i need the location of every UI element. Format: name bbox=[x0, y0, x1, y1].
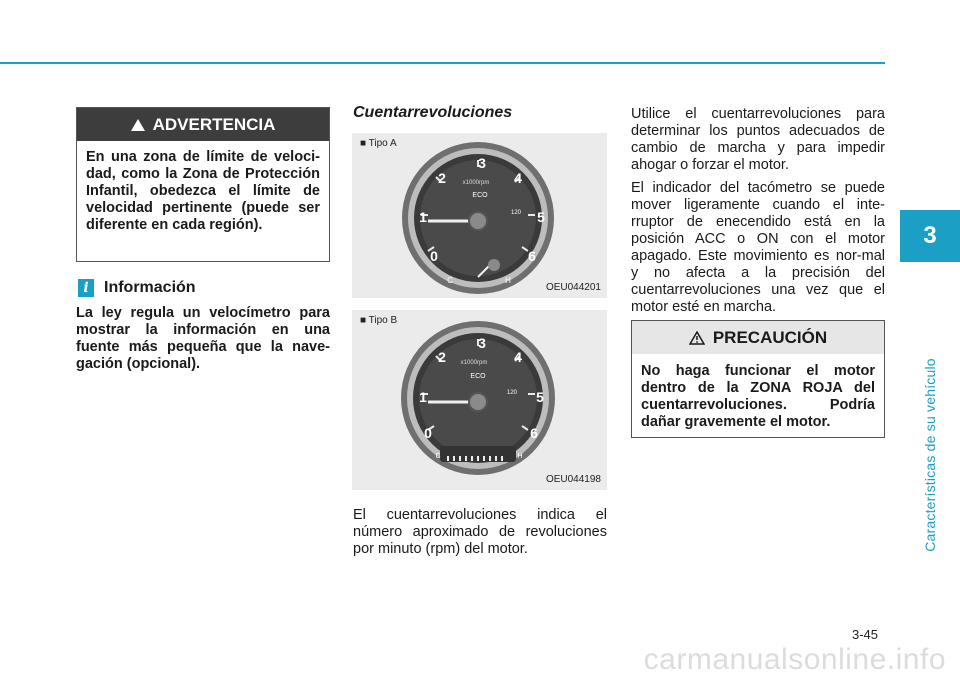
chapter-tab bbox=[900, 210, 960, 262]
dial-number-6: 6 bbox=[530, 425, 538, 441]
figure-b-code: OEU044198 bbox=[545, 474, 601, 485]
warning-text: En una zona de límite de veloci-dad, como la Zona de Protección Infantil, obedezca el límite de velocidad pertinente (puede ser diferente en cada región). bbox=[86, 149, 320, 233]
dial-number-4: 4 bbox=[514, 349, 522, 365]
temp-cold-label: C bbox=[435, 453, 441, 460]
caution-box bbox=[631, 320, 885, 438]
header-rule bbox=[0, 62, 885, 64]
page-number: 3-45 bbox=[852, 627, 879, 642]
dial-number-2: 2 bbox=[438, 349, 446, 365]
figure-a-code: OEU044201 bbox=[545, 282, 601, 293]
caution-header bbox=[632, 321, 884, 354]
temp-hot-label: H bbox=[505, 276, 511, 285]
temp-cold-label: C bbox=[447, 276, 453, 285]
needle-hub bbox=[469, 393, 487, 411]
dial-number-3: 3 bbox=[478, 335, 486, 351]
info-title: Información bbox=[104, 279, 196, 296]
dial-number-3: 3 bbox=[478, 155, 486, 171]
unit-label: x1000rpm bbox=[460, 360, 488, 366]
paragraph-1: Utilice el cuentarrevoluciones para determinar los puntos adecuados de cambio de marcha y para impedir ahogar o forzar el motor. bbox=[631, 106, 885, 173]
dial-number-4: 4 bbox=[514, 170, 522, 186]
paragraph-2: El indicador del tacómetro se puede mover ligeramente cuando el inte-rruptor de enecendido está en la posición ACC o ON con el motor apagado. Este movimiento es nor-mal y no afecta a la precisión del cuentarrevoluciones una vez que el motor esté en marcha. bbox=[631, 180, 885, 315]
tachometer-gauge-a bbox=[398, 139, 558, 295]
figure-a-label: ■ Tipo A bbox=[360, 138, 397, 149]
chapter-title: Características de su vehículo bbox=[922, 358, 938, 552]
info-icon: i bbox=[78, 279, 94, 297]
caution-text: No haga funcionar el motor dentro de la ZONA ROJA del cuentarrevoluciones. Podría dañar gravemente el motor. bbox=[641, 363, 875, 430]
temp-hot-label: H bbox=[517, 453, 523, 460]
dial-number-1: 1 bbox=[419, 209, 427, 225]
dial-number-5: 5 bbox=[537, 209, 545, 225]
dial-number-2: 2 bbox=[438, 170, 446, 186]
dial-number-0: 0 bbox=[430, 248, 438, 264]
tachometer-description: El cuentarrevoluciones indica el número aproximado de revoluciones por minuto (rpm) del motor. bbox=[353, 507, 607, 557]
section-title: Cuentarrevoluciones bbox=[353, 104, 513, 121]
warning-triangle-icon bbox=[131, 119, 145, 131]
warning-title: ADVERTENCIA bbox=[152, 114, 276, 134]
figure-type-b bbox=[352, 310, 607, 490]
eco-indicator: ECO bbox=[470, 373, 486, 380]
chapter-number: 3 bbox=[923, 222, 937, 249]
needle-hub bbox=[469, 212, 487, 230]
info-text: La ley regula un velocímetro para mostrar la información en una fuente más pequeña que la nave-gación (opcional). bbox=[76, 305, 330, 372]
temperature-hub bbox=[488, 259, 500, 271]
caution-triangle-icon bbox=[689, 331, 705, 345]
watermark: carmanualsonline.info bbox=[643, 643, 946, 676]
info-heading bbox=[78, 279, 196, 297]
figure-type-a bbox=[352, 133, 607, 298]
right-column-text bbox=[631, 106, 885, 322]
speed-badge: 120 bbox=[510, 210, 522, 216]
tachometer-gauge-b bbox=[398, 318, 558, 478]
unit-label: x1000rpm bbox=[462, 180, 490, 186]
warning-header bbox=[77, 108, 329, 141]
speed-badge: 120 bbox=[506, 390, 518, 396]
dial-number-5: 5 bbox=[536, 389, 544, 405]
warning-box bbox=[76, 107, 330, 262]
caution-title: PRECAUCIÓN bbox=[712, 327, 828, 347]
dial-number-0: 0 bbox=[424, 425, 432, 441]
dial-number-1: 1 bbox=[419, 389, 427, 405]
eco-indicator: ECO bbox=[472, 192, 488, 199]
figure-b-label: ■ Tipo B bbox=[360, 315, 398, 326]
dial-number-6: 6 bbox=[528, 248, 536, 264]
